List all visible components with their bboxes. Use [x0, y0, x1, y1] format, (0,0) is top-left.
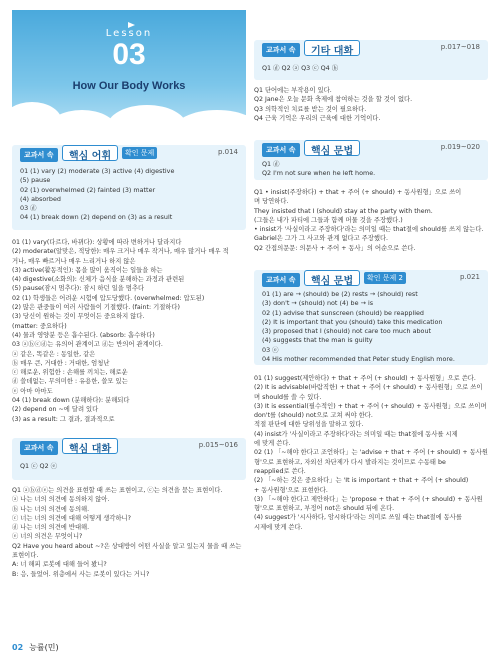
answer-line: 03 ⓔ — [262, 345, 279, 354]
section-subtitle: 확인 문제 — [122, 147, 157, 159]
page-reference: p.019~020 — [440, 143, 480, 151]
section-title: 기타 대화 — [304, 40, 360, 56]
note-line: 01 (1) suggest(제안하다) + that + 주어 (+ should) + 동사원형」으로 쓴다. — [254, 375, 476, 382]
vocab-box — [12, 145, 246, 230]
section-title: 핵심 어휘 — [62, 145, 118, 161]
note-line: ⓓ 쓸데없는, 무의미한 : 유용한, 쓸모 있는 — [12, 378, 128, 386]
answer-line: (3) don't → (should) not (4) be → is — [262, 299, 374, 308]
note-line: (3) active(활동적인): 몸을 많이 움직이는 일들을 하는 — [12, 266, 163, 274]
note-line: ⓑ 매우 큰, 거대한 : 거대한, 엄청난 — [12, 359, 110, 367]
answer-line: (4) suggests that the man is guilty — [262, 336, 373, 345]
note-line: They insisted that I (should) stay at the party with them. — [254, 207, 433, 215]
note-line: ⓓ 나는 너의 의견에 반대해. — [12, 524, 90, 532]
note-line: ⓒ 너는 너의 의견에 대해 어떻게 생각하니? — [12, 514, 131, 522]
note-line: (4) digestive(소화의): 신체가 음식을 분해하는 과정과 관련된 — [12, 276, 185, 284]
note-line: 며 should를 쓸 수 있다. — [254, 393, 322, 401]
section-tag: 교과서 속 — [262, 43, 300, 57]
note-line: Q1 • insist(주장하다) + that + 주어 (+ should) + 동사원형」으로 쓰이 — [254, 189, 462, 196]
note-line: B: 응, 들었어. 위층에서 사는 로봇이 있다는 거니? — [12, 570, 150, 578]
note-line: (4) suggest가 '시사하다, 암시하다'라는 의미로 쓰일 때는 that절에 동사를 — [254, 514, 462, 522]
section-subtitle: 확인 문제 2 — [364, 272, 406, 284]
lesson-title: How Our Body Works — [72, 80, 186, 92]
box-header — [254, 140, 488, 158]
note-line: 며 당연하다. — [254, 198, 289, 206]
answer-line: 02 (1) overwhelmed (2) fainted (3) matter — [20, 185, 156, 194]
note-line: reapplied로 쓴다. — [254, 467, 306, 475]
lesson-label: Lesson — [105, 28, 153, 39]
grammar-answers — [262, 160, 480, 179]
answer-line: (5) pause — [20, 176, 51, 185]
note-line: Q1 ⓐⓑⓓⓔ는 의견을 표현할 때 쓰는 표현이고, ⓒ는 의견을 묻는 표현이다. — [12, 487, 223, 494]
note-line: Q4 근육 기억은 우리의 근육에 대한 기억이다. — [254, 114, 381, 122]
note-line: 에 맞게 쓴다. — [254, 440, 291, 448]
answer-line: 01 (1) vary (2) moderate (3) active (4) digestive — [20, 167, 175, 175]
note-line: (3) 「~해야 한다고 제안하다」는 'propose + that + 주어 (+ should) + 동사원 — [254, 495, 483, 503]
book-name: 능률(민) — [29, 643, 59, 652]
lesson-number: 03 — [112, 38, 146, 71]
box-header — [12, 145, 246, 163]
answer-line: Q1 ⓓ Q2 ⓐ Q3 ⓒ Q4 ⓑ — [262, 64, 339, 72]
note-line: (3) It is essential(필수적인) + that + 주어 (+ should) + 동사원형」으로 쓰이며 — [254, 402, 487, 410]
note-line: (4) 물과 영양분 등은 흡수된다. (absorb: 흡수하다) — [12, 331, 155, 339]
note-line: ⓒ 해로운, 위험한 : 손해를 끼치는, 해로운 — [12, 369, 128, 377]
note-line: (5) pause(잠시 멈추다): 잠시 하던 일을 멈추다 — [12, 285, 145, 293]
answer-line: 03 ⓓ — [20, 204, 37, 213]
cloud-shape — [172, 110, 246, 135]
page-reference: p.021 — [459, 273, 480, 281]
note-line: 거나, 매우 빠르거나 매우 느리거나 하지 않은 — [12, 257, 136, 265]
section-title: 핵심 문법 — [304, 270, 360, 286]
section-tag: 교과서 속 — [20, 148, 58, 162]
answer-line: (4) absorbed — [20, 194, 61, 203]
answer-line: (2) It is important that you (should) take this medication — [262, 317, 443, 326]
lesson-header — [12, 10, 246, 135]
page-reference: p.014 — [217, 148, 238, 156]
answer-line: Q1 ⓓ — [262, 160, 280, 168]
note-line: 형'으로 표현하고, 부정어 not은 should 뒤에 온다. — [254, 505, 395, 513]
note-line: Q3 의학적인 치료를 받는 것이 필요하다. — [254, 105, 367, 113]
note-line: ⓑ 나는 너의 의견에 동의해. — [12, 505, 90, 513]
note-line: 표현이다. — [12, 552, 39, 560]
vocab-explanations — [12, 238, 246, 424]
note-line: (2) 많은 관중들이 여러 사람들이 기절했다. (faint: 기절하다) — [12, 304, 180, 312]
note-line: 01 (1) vary(다르다, 바뀌다): 상황에 따라 변하거나 달라지다 — [12, 239, 182, 246]
box-header — [254, 40, 488, 58]
note-line: 02 (1) 「~해야 한다고 조언하다」는 'advise + that + 주어 (+ should) + 동사원 — [254, 449, 488, 457]
vocab-answers — [20, 167, 238, 223]
answer-line: 04 His mother recommended that Peter study English more. — [262, 355, 455, 364]
dialogue-explanations — [12, 486, 246, 579]
note-line: Q2 Have you heard about ~?은 상대방이 어떤 사실을 알고 있는지 물을 때 쓰는 — [12, 542, 242, 550]
note-line: Q2 Jane은 오늘 문화 축제에 참여하는 것을 할 것이 없다. — [254, 96, 413, 104]
note-line: (3) as a result: 그 결과, 결과적으로 — [12, 415, 115, 423]
note-line: 03 ⓐⓑⓒⓓ는 유의어 관계이고 ⓓ는 반의어 관계이다. — [12, 341, 163, 349]
note-line: 02 (1) 학생들은 어려운 시험에 압도당했다. (overwhelmed: 압도된) — [12, 294, 205, 302]
page-footer — [12, 642, 59, 653]
grammar-1-notes — [254, 188, 488, 253]
note-line: Q1 단어에는 부작용이 있다. — [254, 87, 332, 94]
note-line: ⓔ 너의 의견은 무엇이니? — [12, 533, 83, 541]
note-line: 04 (1) break down (분해하다): 분해되다 — [12, 397, 130, 405]
note-line: ⓐ 나는 너의 의견에 동의하지 않아. — [12, 496, 110, 504]
other-dialogue-box — [254, 40, 488, 80]
note-line: Gabriel은 그가 그 사고와 관계 없다고 주장했다. — [254, 235, 389, 243]
note-line: (3) 당신이 원하는 것이 무엇이든 중요하지 않다. — [12, 313, 145, 321]
section-tag: 교과서 속 — [20, 441, 58, 455]
note-line: (2) It is advisable(바람직한) + that + 주어 (+ should) + 동사원형」으로 쓰이 — [254, 384, 483, 392]
note-line: 형'으로 표현하고, 자외선 차단제가 다시 발라지는 것이므로 수동태 be — [254, 458, 446, 466]
note-line: (2) depend on ~에 달려 있다 — [12, 406, 99, 414]
dialogue-answers — [20, 462, 238, 471]
answer-line: 04 (1) break down (2) depend on (3) as a result — [20, 213, 173, 222]
note-line: don't를 (should) not으로 고쳐 써야 한다. — [254, 412, 373, 420]
note-line: (2) 「~하는 것은 중요하다」는 'It is important + that + 주어 (+ should) — [254, 477, 469, 485]
page-reference: p.017~018 — [440, 43, 480, 51]
answer-line: 01 (1) are → (should) be (2) rests → (should) rest — [262, 290, 418, 298]
note-line: Q2 간접의문문: 의문사 + 주어 + 동사」의 어순으로 쓴다. — [254, 244, 416, 252]
note-line: (그들은 내가 파티에 그들과 함께 머물 것을 주장했다.) — [254, 216, 403, 224]
grammar-answers — [262, 290, 480, 364]
grammar-box-2 — [254, 270, 488, 365]
answer-line: (3) proposed that I (should) not care too much about — [262, 327, 432, 336]
section-tag: 교과서 속 — [262, 143, 300, 157]
note-line: ⓐ 같은, 똑같은 : 동일한, 같은 — [12, 350, 96, 358]
section-tag: 교과서 속 — [262, 273, 300, 287]
note-line: 시제에 맞게 쓴다. — [254, 523, 303, 531]
dialogue-answers — [262, 64, 480, 73]
other-dialogue-notes — [254, 86, 488, 123]
note-line: • insist가 '사실이라고 주장하다'라는 의미일 때는 that절에 should를 쓰지 않는다. — [254, 226, 484, 234]
note-line: A: 너 해피 로봇에 대해 들어 봤니? — [12, 561, 107, 569]
dialogue-box — [12, 438, 246, 480]
section-title: 핵심 대화 — [62, 438, 118, 454]
note-line: (matter: 중요하다) — [12, 322, 67, 330]
box-header — [254, 270, 488, 288]
note-line: 적절 판단에 대한 당위성을 말하고 있다. — [254, 421, 364, 429]
note-line: ⓔ 아마 아마도 — [12, 387, 53, 395]
grammar-2-notes — [254, 374, 488, 532]
note-line: + 동사원형'으로 표현한다. — [254, 486, 328, 494]
grammar-box-1 — [254, 140, 488, 180]
page-reference: p.015~016 — [198, 441, 238, 449]
answer-line: Q2 I'm not sure when he left home. — [262, 169, 376, 178]
note-line: (4) insist가 '사실이라고 주장하다'라는 의미일 때는 that절에 동사를 시제 — [254, 430, 458, 438]
answer-line: 02 (1) advise that sunscreen (should) be reapplied — [262, 308, 424, 317]
answer-line: Q1 ⓒ Q2 ⓔ — [20, 462, 58, 470]
box-header — [12, 438, 246, 456]
section-title: 핵심 문법 — [304, 140, 360, 156]
page-number: 02 — [12, 643, 24, 652]
note-line: (2) moderate(알맞은, 적당한): 매우 크거나 매우 작거나, 매우 많거나 매우 적 — [12, 248, 229, 256]
